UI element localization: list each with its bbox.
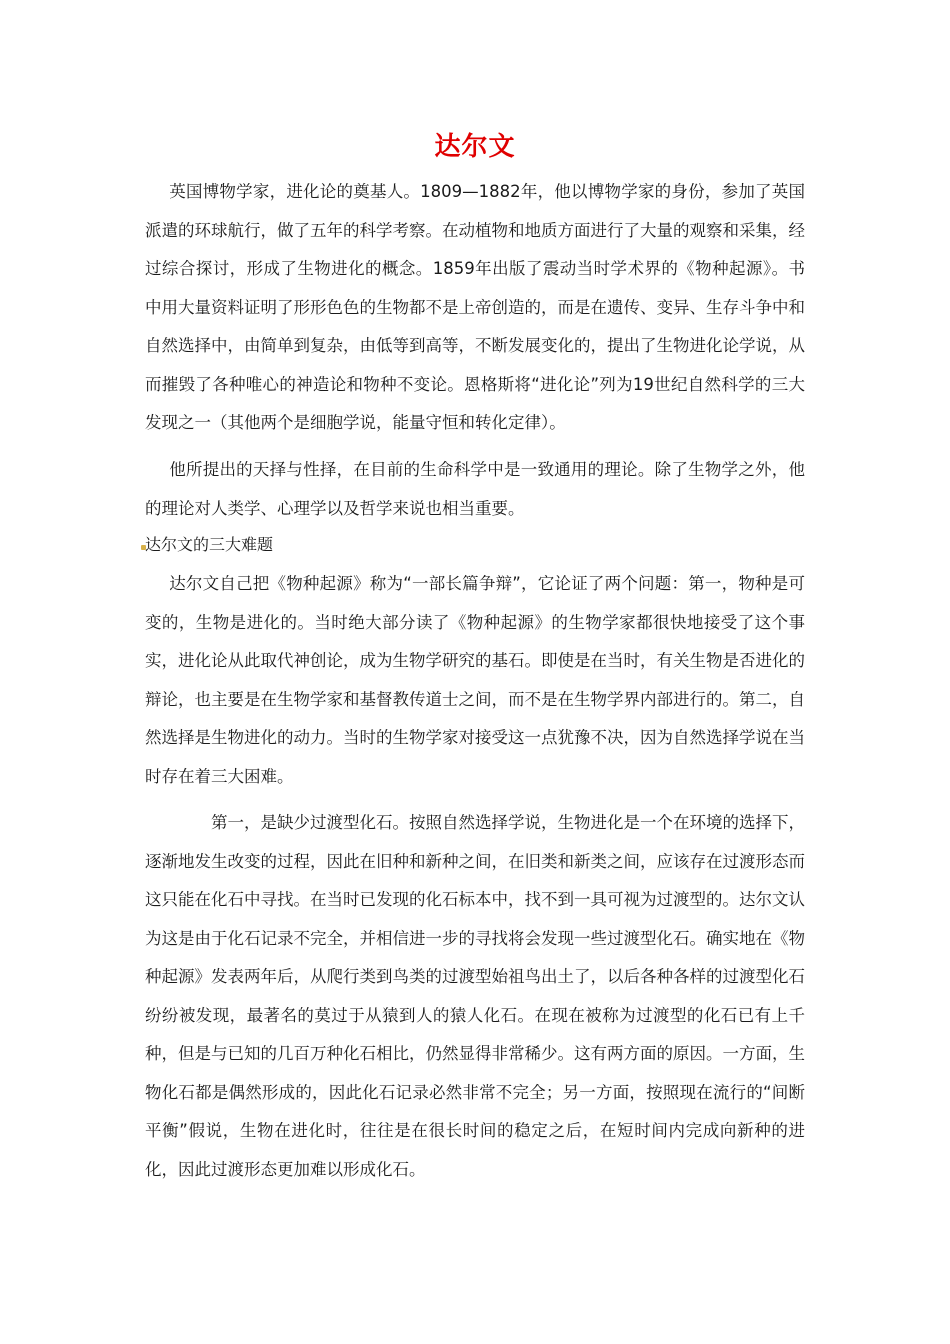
paragraph-intro-text: 英国博物学家，进化论的奠基人。1809—1882年，他以博物学家的身份，参加了英国派遣的环球航行，做了五年的科学考察。在动植物和地质方面进行了大量的观察和采集，经过综合探讨，形成了生物进化的概念。1859年出版了震动当时学术界的《物种起源》。书中用大量资料证明了形形色色的生物都不是上帝创造的，而是在遗传、变异、生存斗争中和自然选择中，由简单到复杂，由低等到高等，不断发展变化的，提出了生物进化论学说，从而摧毁了各种唯心的神造论和物种不变论。恩格斯将“进化论”列为19世纪自然科学的三大发现之一（其他两个是细胞学说，能量守恒和转化定律）。 [145,182,805,432]
paragraph-fossils-text: 第一，是缺少过渡型化石。按照自然选择学说，生物进化是一个在环境的选择下，逐渐地发生改变的过程，因此在旧种和新种之间，在旧类和新类之间，应该存在过渡形态而这只能在化石中寻找。在当时已发现的化石标本中，找不到一具可视为过渡型的。达尔文认为这是由于化石记录不完全，并相信进一步的寻找将会发现一些过渡型化石。确实地在《物种起源》发表两年后，从爬行类到鸟类的过渡型始祖鸟出土了，以后各种各样的过渡型化石纷纷被发现，最著名的莫过于从猿到人的猿人化石。在现在被称为过渡型的化石已有上千种，但是与已知的几百万种化石相比，仍然显得非常稀少。这有两方面的原因。一方面，生物化石都是偶然形成的，因此化石记录必然非常不完全；另一方面，按照现在流行的“间断平衡”假说，生物在进化时，往往是在很长时间的稳定之后，在短时间内完成向新种的进化，因此过渡形态更加难以形成化石。 [145,813,805,1179]
paragraph-problems [145,565,805,796]
paragraph-fossils [145,804,805,1189]
paragraph-problems-text: 达尔文自己把《物种起源》称为“一部长篇争辩”，它论证了两个问题：第一，物种是可变的，生物是进化的。当时绝大部分读了《物种起源》的生物学家都很快地接受了这个事实，进化论从此取代神创论，成为生物学研究的基石。即使是在当时，有关生物是否进化的辩论，也主要是在生物学家和基督教传道士之间，而不是在生物学界内部进行的。第二，自然选择是生物进化的动力。当时的生物学家对接受这一点犹豫不决，因为自然选择学说在当时存在着三大困难。 [145,574,805,786]
paragraph-theory-text: 他所提出的天择与性择，在目前的生命科学中是一致通用的理论。除了生物学之外，他的理论对人类学、心理学以及哲学来说也相当重要。 [145,460,805,518]
paragraph-theory [145,451,805,528]
document-title: 达尔文 [434,132,516,162]
section-heading: 达尔文的三大难题 [145,535,274,554]
paragraph-intro [145,173,805,443]
